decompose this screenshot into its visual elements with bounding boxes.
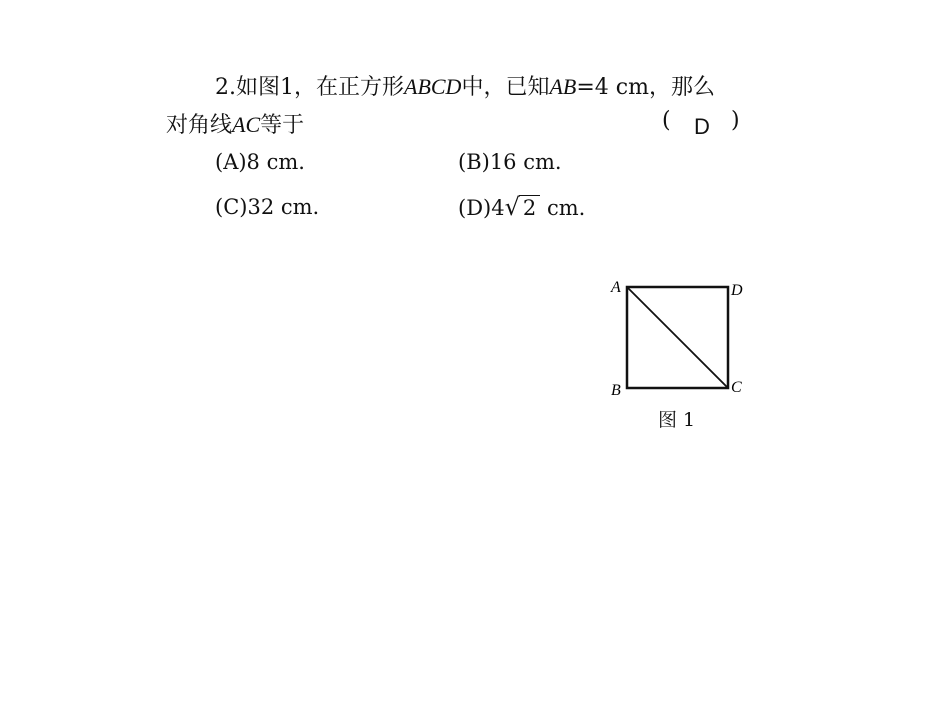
sqrt-radicand: 2 — [519, 195, 540, 220]
answer-paren-left: ( — [662, 108, 671, 133]
option-b: (B)16 cm. — [458, 150, 562, 174]
diagonal-ac — [627, 287, 728, 388]
vertex-c-label: C — [731, 379, 742, 396]
sqrt-sign: √ — [504, 193, 520, 221]
vertex-a-label: A — [611, 279, 621, 296]
option-c: (C)32 cm. — [215, 195, 320, 219]
square-figure — [600, 270, 770, 405]
sqrt-expression — [505, 193, 541, 221]
side-value: =4 cm，那么 — [576, 75, 715, 100]
figure-caption: 图 1 — [658, 409, 696, 431]
square-name: ABCD — [404, 74, 462, 99]
question-mid: 中，已知 — [461, 75, 550, 100]
line2-suffix: 等于 — [260, 113, 305, 138]
option-d-prefix: (D)4 — [458, 196, 505, 220]
vertex-d-label: D — [731, 282, 743, 299]
option-a: (A)8 cm. — [215, 150, 305, 174]
answer-paren-right: ) — [731, 108, 740, 133]
question-line-1 — [215, 70, 715, 101]
question-prefix: 2.如图1，在正方形 — [215, 75, 404, 100]
option-d — [458, 193, 585, 221]
option-d-suffix: cm. — [546, 196, 586, 220]
vertex-b-label: B — [611, 382, 621, 399]
diagonal-name: AC — [232, 112, 261, 137]
side-name: AB — [549, 74, 577, 99]
question-line-2 — [166, 108, 304, 139]
answer-value: D — [694, 114, 710, 139]
line2-prefix: 对角线 — [166, 113, 233, 138]
